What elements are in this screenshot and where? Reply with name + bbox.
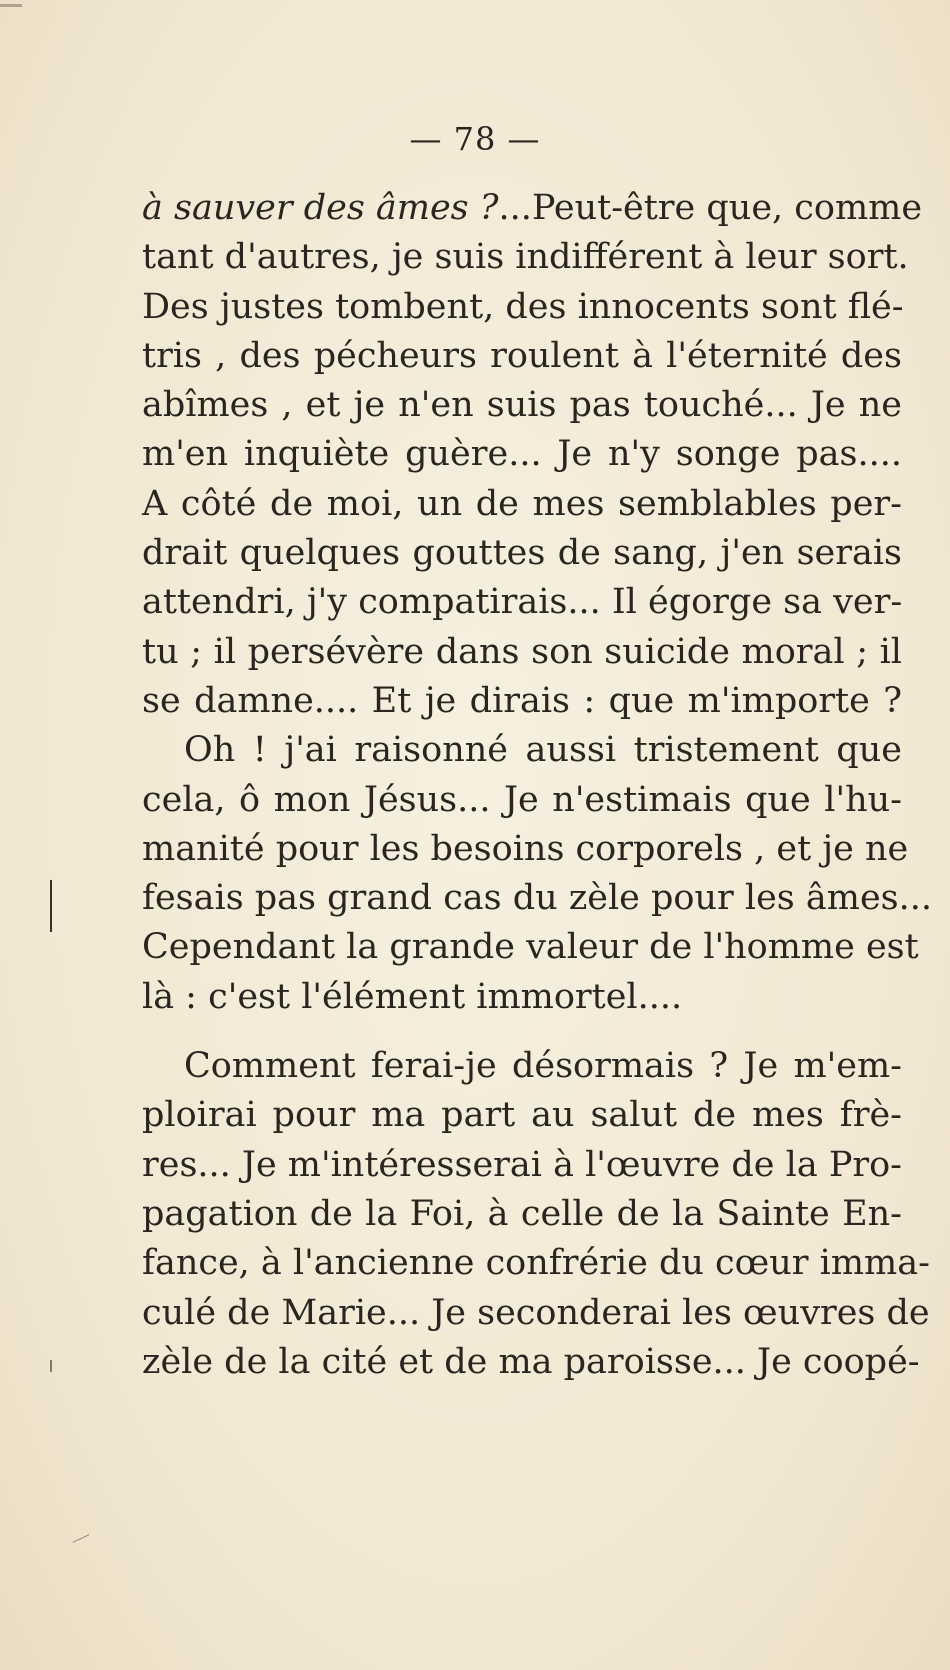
page-number: — 78 — [409,120,541,158]
body-text [142,184,932,1387]
italic-phrase: à sauver des âmes ? [142,188,499,228]
margin-mark [50,880,52,932]
text-line: drait quelques gouttes de sang, j'en serais [142,533,902,574]
line-text: ...Peut-être que, comme [498,188,923,228]
text-line: se damne.... Et je dirais : que m'importe ? [142,680,902,721]
margin-mark [50,1360,52,1372]
text-line: zèle de la cité et de ma paroisse... Je coopé- [142,1341,920,1382]
text-line: A côté de moi, un de mes semblables per- [142,483,902,524]
text-line: ploirai pour ma part au salut de mes frè- [142,1095,902,1136]
text-line: Des justes tombent, des innocents sont flé- [142,286,904,327]
text-line: là : c'est l'élément immortel.... [142,976,683,1017]
text-line: res... Je m'intéresserai à l'œuvre de la Pro- [142,1144,903,1185]
margin-mark [0,4,22,7]
text-line: fesais pas grand cas du zèle pour les âmes... [142,878,932,919]
text-line: tant d'autres, je suis indifférent à leur sort. [142,237,909,278]
text-line: fance, à l'ancienne confrérie du cœur imma- [142,1243,930,1284]
text-line: Cependant la grande valeur de l'homme est [142,927,919,968]
text-line: tris , des pécheurs roulent à l'éternité des [142,335,902,376]
text-line: tu ; il persévère dans son suicide moral ; il [142,631,902,672]
text-line: manité pour les besoins corporels , et je ne [142,828,909,869]
text-line: attendri, j'y compatirais... Il égorge sa ver- [142,582,903,623]
margin-mark [73,1534,90,1543]
text-line: Oh ! j'ai raisonné aussi tristement que [184,730,902,771]
paragraph-gap [142,1022,902,1042]
text-line [142,184,923,233]
text-line: cela, ô mon Jésus... Je n'estimais que l'hu- [142,779,902,820]
text-line: pagation de la Foi, à celle de la Sainte En- [142,1193,902,1234]
text-line: abîmes , et je n'en suis pas touché... Je ne [142,385,902,426]
text-line: Comment ferai-je désormais ? Je m'em- [184,1046,902,1087]
text-line: m'en inquiète guère... Je n'y songe pas.... [142,434,902,475]
text-line: culé de Marie... Je seconderai les œuvres de [142,1292,930,1333]
